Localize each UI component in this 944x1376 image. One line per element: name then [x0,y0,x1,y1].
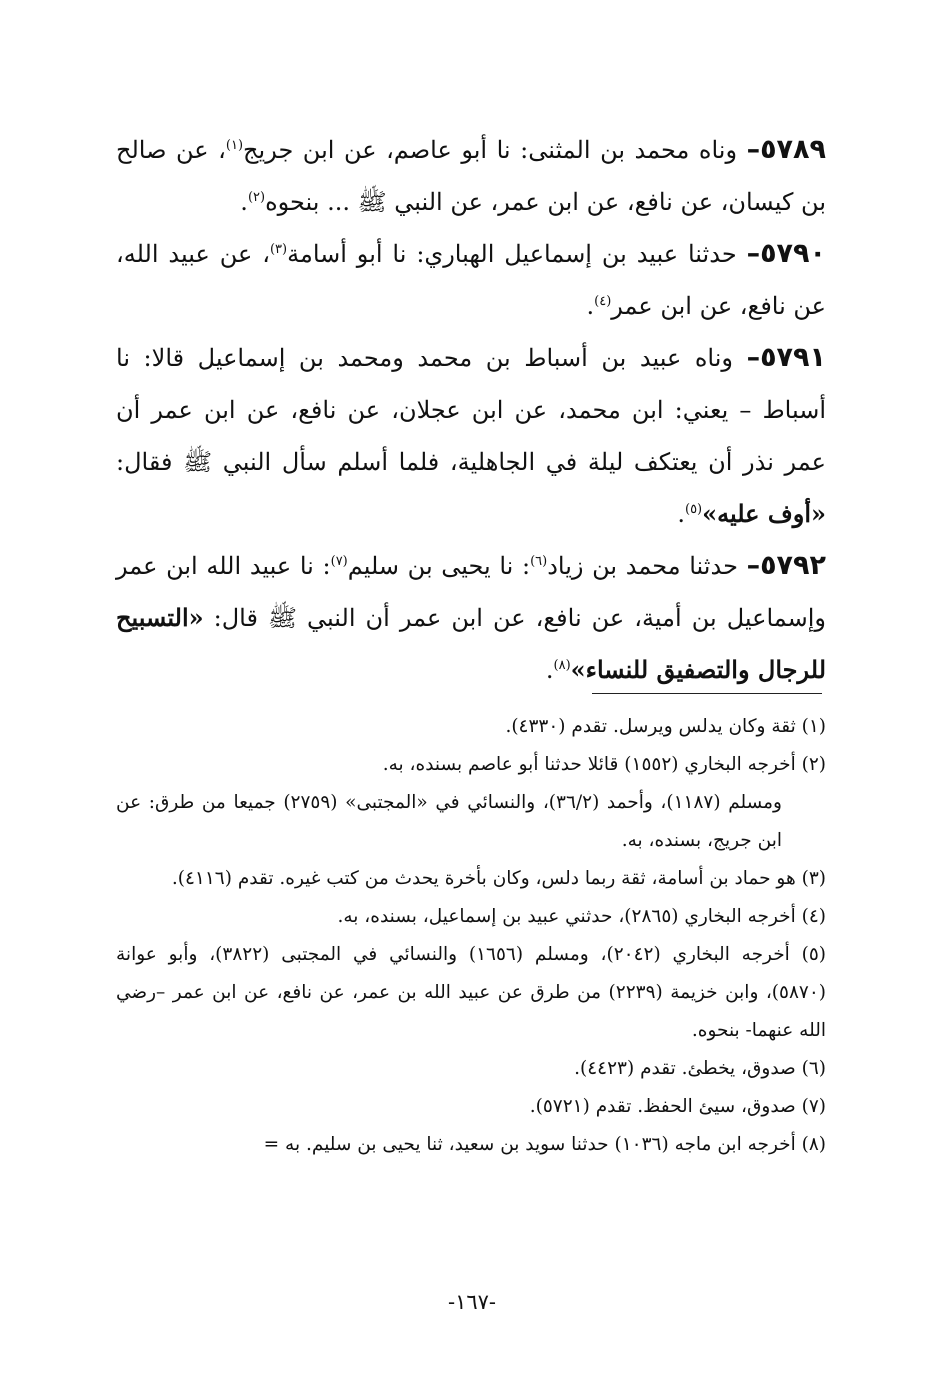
footnote-ref: (٥) [684,502,703,517]
hadith-dash: – [746,550,761,581]
prophetic-saying: «التسبيح للرجال والتصفيق للنساء» [116,603,826,684]
hadith-text: حدثنا عبيد بن إسماعيل الهباري: نا أبو أسامة [287,240,747,268]
footnote-text: (٧) صدوق، سيئ الحفظ. تقدم (٥٧٢١). [529,1096,826,1117]
footnote [116,898,826,936]
footnote-ref: (٤) [594,294,612,309]
footnote-ref: (٦) [530,554,548,569]
hadith-dash: – [746,134,761,165]
hadith-text: ، عن صالح بن كيسان، عن نافع، عن ابن عمر، عن النبي ﷺ ... بنحوه [116,136,826,216]
hadith-entry [116,124,826,228]
hadith-number: ٥٧٨٩ [760,134,826,165]
footnote [116,936,826,1050]
hadith-number: ٥٧٩٢ [760,550,826,581]
footnote [116,708,826,746]
hadith-text: . [240,188,248,216]
hadith-dash: – [746,238,761,269]
footnote [116,860,826,898]
footnote-text: (٤) أخرجه البخاري (٢٨٦٥)، حدثني عبيد بن إسماعيل، بسنده، به. [337,906,826,927]
footnote-text: (٣) هو حماد بن أسامة، ثقة ربما دلس، وكان بأخرة يحدث من كتب غيره. تقدم (٤١١٦). [171,868,826,889]
footnotes [116,708,826,1164]
footnote [116,1126,826,1164]
hadith-text: . [586,292,595,320]
hadith-text: حدثنا محمد بن زياد [547,552,747,580]
footnote [116,1088,826,1126]
hadith-text: . [677,500,685,528]
footnote-text: (٨) أخرجه ابن ماجه (١٠٣٦) حدثنا سويد بن سعيد، ثنا يحيى بن سليم. به = [263,1134,826,1155]
hadith-dash: – [746,342,761,373]
footnote-text: (٥) أخرجه البخاري (٢٠٤٢)، ومسلم (١٦٥٦) والنسائي في المجتبى (٣٨٢٢)، وأبو عوانة (٥٨٧٠)، وابن خزيمة (٢٢٣٩) من طرق عن عبيد الله بن عمر، عن نافع، عن ابن عمر –رضي الله عنهما- بنحوه. [116,944,826,1041]
hadith-entry [116,540,826,696]
footnote-ref: (٣) [269,242,288,257]
footnote [116,746,826,860]
footnote-ref: (٨) [553,658,571,673]
hadith-text: . [545,656,554,684]
main-text [116,124,826,696]
page-number: -١٦٧- [447,1290,497,1314]
hadith-text: : نا عبيد الله ابن عمر وإسماعيل بن أمية، عن نافع، عن ابن عمر أن النبي ﷺ قال: [116,552,826,632]
hadith-entry [116,332,826,540]
footnote-ref: (١) [225,138,244,153]
hadith-number: ٥٧٩١ [760,342,826,373]
footnote-separator [592,693,822,694]
hadith-text: ، عن عبيد الله، عن نافع، عن ابن عمر [116,240,826,320]
hadith-text: : نا يحيى بن سليم [347,552,531,580]
hadith-number: ٥٧٩٠ [760,238,826,269]
prophetic-saying: «أوف عليه» [702,499,826,528]
footnote-text: (٦) صدوق، يخطئ. تقدم (٤٤٢٣). [574,1058,826,1079]
hadith-text: وناه محمد بن المثنى: نا أبو عاصم، عن ابن جريج [243,136,747,164]
footnote-text: ومسلم (١١٨٧)، وأحمد (٣٦/٢)، والنسائي في «المجتبى» (٢٧٥٩) جميعا من طرق: عن ابن جريج، بسنده، به. [116,792,782,851]
footnote [116,1050,826,1088]
footnote-text: (٢) أخرجه البخاري (١٥٥٢) قائلا حدثنا أبو عاصم بسنده، به. [382,754,826,775]
footnote-ref: (٧) [330,554,348,569]
hadith-text: وناه عبيد بن أسباط بن محمد ومحمد بن إسماعيل قالا: نا أسباط – يعني: ابن محمد، عن ابن عجلان، عن نافع، عن ابن عمر أن عمر نذر أن يعتكف ليلة في الجاهلية، فلما أسلم سأل النبي ﷺ فقال: [116,344,826,476]
footnote-ref: (٢) [247,190,266,205]
hadith-entry [116,228,826,332]
footnote-text: (١) ثقة وكان يدلس ويرسل. تقدم (٤٣٣٠). [505,716,826,737]
